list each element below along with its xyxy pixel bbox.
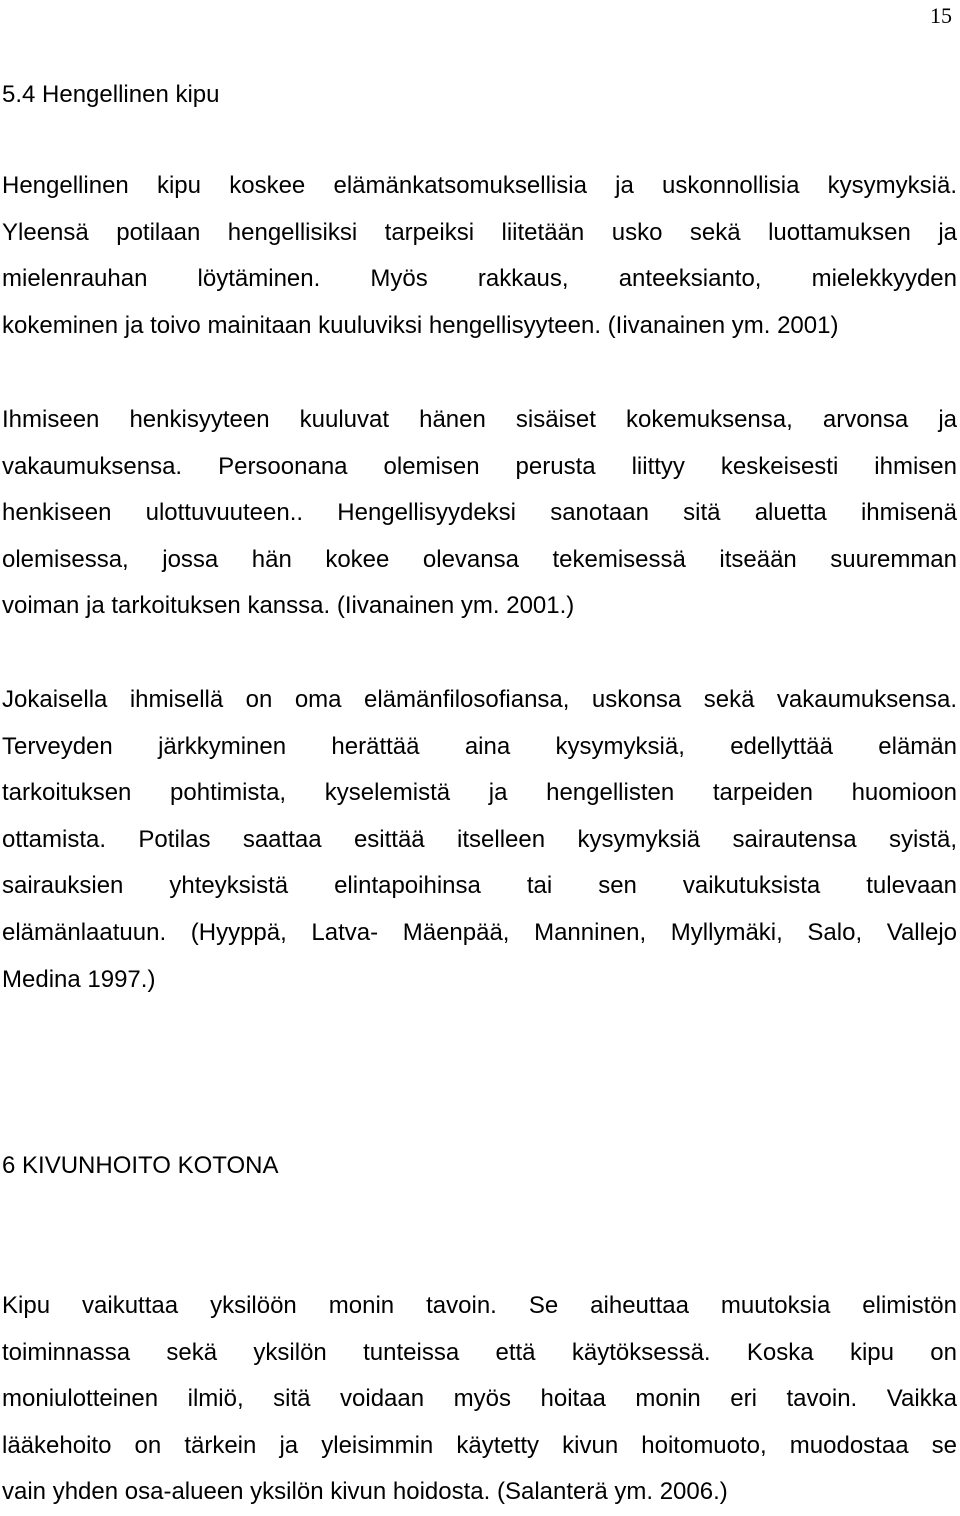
text-line: olemisessa, jossa hän kokee olevansa tekemisessä itseään suuremman bbox=[2, 545, 957, 573]
text-line: Jokaisella ihmisellä on oma elämänfilosofiansa, uskonsa sekä vakaumuksensa. bbox=[2, 686, 957, 713]
text-line: Yleensä potilaan hengellisiksi tarpeiksi liitetään usko sekä luottamuksen ja bbox=[2, 218, 957, 246]
paragraph-elamanfilosofia bbox=[2, 677, 957, 1003]
text-line: moniulotteinen ilmiö, sitä voidaan myös hoitaa monin eri tavoin. Vaikka bbox=[2, 1385, 957, 1413]
text-line: voiman ja tarkoituksen kanssa. (Iivanainen ym. 2001.) bbox=[2, 592, 575, 620]
section-heading-6: 6 KIVUNHOITO KOTONA bbox=[2, 1152, 279, 1179]
page-number: 15 bbox=[930, 3, 952, 28]
text-line: kokeminen ja toivo mainitaan kuuluviksi hengellisyyteen. (Iivanainen ym. 2001) bbox=[2, 311, 839, 339]
text-line: tarkoituksen pohtimista, kyselemistä ja hengellisten tarpeiden huomioon bbox=[2, 779, 957, 807]
text-line: mielenrauhan löytäminen. Myös rakkaus, anteeksianto, mielekkyyden bbox=[2, 265, 957, 293]
text-line: elämänlaatuun. (Hyyppä, Latva- Mäenpää, Manninen, Myllymäki, Salo, Vallejo bbox=[2, 918, 957, 946]
paragraph-hengellinen-kipu bbox=[2, 163, 957, 349]
text-line: Hengellinen kipu koskee elämänkatsomuksellisia ja uskonnollisia kysymyksiä. bbox=[2, 172, 957, 199]
text-line: vakaumuksensa. Persoonana olemisen perusta liittyy keskeisesti ihmisen bbox=[2, 452, 957, 480]
text-line: Ihmiseen henkisyyteen kuuluvat hänen sisäiset kokemuksensa, arvonsa ja bbox=[2, 406, 957, 433]
text-line: Medina 1997.) bbox=[2, 965, 156, 993]
text-line: ottamista. Potilas saattaa esittää itselleen kysymyksiä sairautensa syistä, bbox=[2, 825, 957, 853]
text-line: vain yhden osa-alueen yksilön kivun hoidosta. (Salanterä ym. 2006.) bbox=[2, 1478, 728, 1506]
text-line: lääkehoito on tärkein ja yleisimmin käytetty kivun hoitomuoto, muodostaa se bbox=[2, 1431, 957, 1459]
text-line: henkiseen ulottuvuuteen.. Hengellisyydeksi sanotaan sitä aluetta ihmisenä bbox=[2, 499, 957, 527]
text-line: toiminnassa sekä yksilön tunteissa että käytöksessä. Koska kipu on bbox=[2, 1338, 957, 1366]
paragraph-kivunhoito bbox=[2, 1283, 957, 1516]
text-line: Terveyden järkkyminen herättää aina kysymyksiä, edellyttää elämän bbox=[2, 732, 957, 760]
paragraph-henkisyys bbox=[2, 397, 957, 630]
section-heading-5-4: 5.4 Hengellinen kipu bbox=[2, 81, 220, 108]
text-line: sairauksien yhteyksistä elintapoihinsa tai sen vaikutuksista tulevaan bbox=[2, 872, 957, 900]
text-line: Kipu vaikuttaa yksilöön monin tavoin. Se aiheuttaa muutoksia elimistön bbox=[2, 1292, 957, 1319]
